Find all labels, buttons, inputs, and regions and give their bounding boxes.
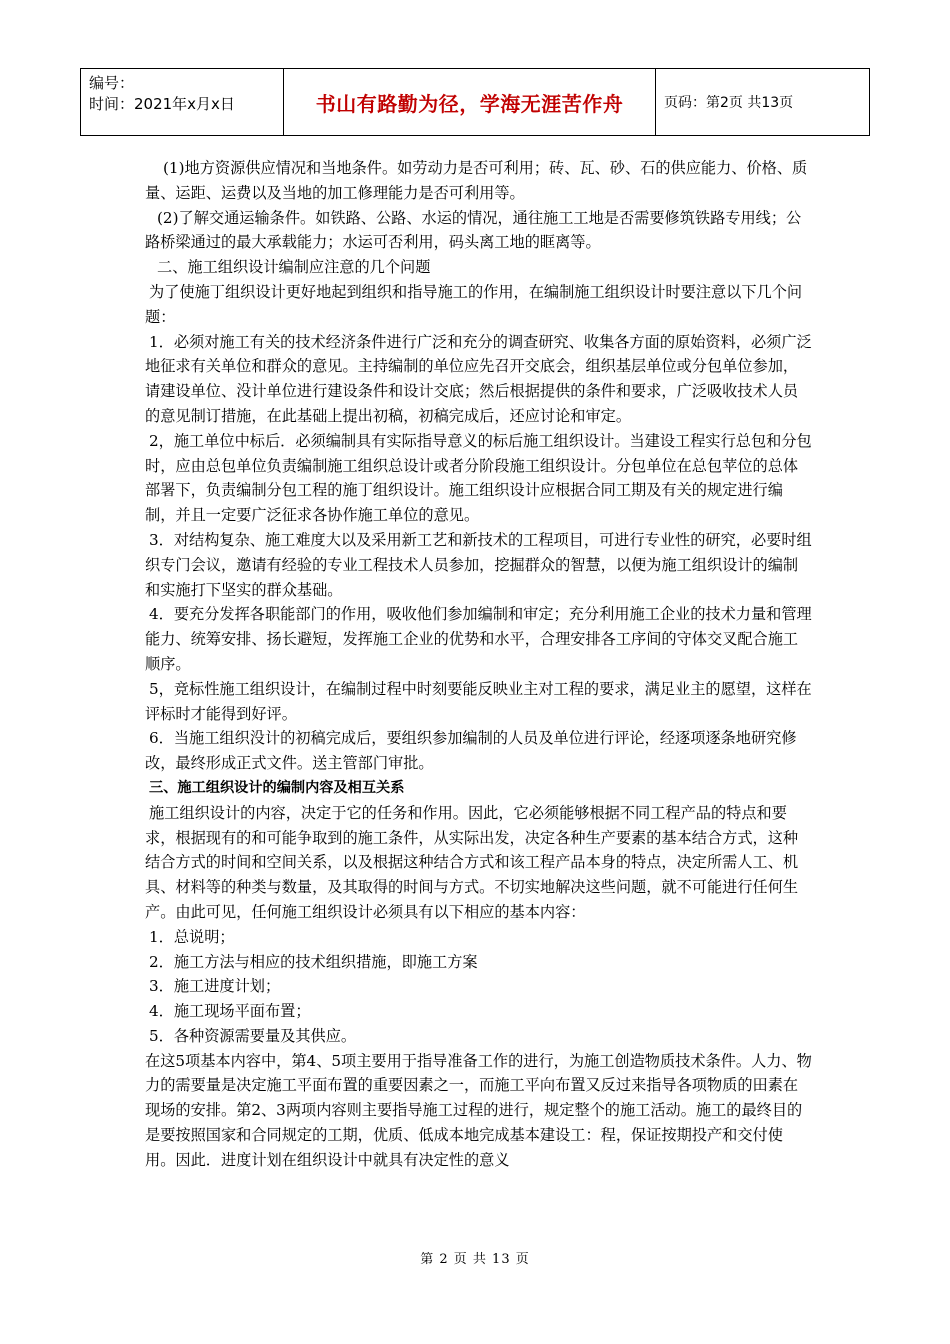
paragraph: 在这5项基本内容中，第4、5项主要用于指导准备工作的进行，为施工创造物质技术条件。人力、物力的需要量是决定施工平面布置的重要因素之一，而施工平向布置又反过来指导各项物质的田素在现场的安排。第2、3两项内容则主要指导施工过程的进行，规定整个的施工活动。施工的最终目的是要按照国家和合同规定的工期，优质、低成本地完成基本建设工：程，保证按期投产和交付使用。因此．进度计划在组织设计中就具有决定性的意义 <box>145 1051 812 1169</box>
document-number-label: 编号： <box>89 74 135 92</box>
section-heading-bold: 三、施工组织设计的编制内容及相互关系 <box>149 779 405 796</box>
list-item: 5，竞标性施工组织设计，在编制过程中时刻要能反映业主对工程的要求，满足业主的愿望，这样在评标时才能得到好评。 <box>145 679 812 723</box>
header-info <box>81 69 284 135</box>
list-item: 3．对结构复杂、施工难度大以及采用新工艺和新技术的工程项目，可进行专业性的研究，必要时组织专门会议，邀请有经验的专业工程技术人员参加，挖掘群众的智慧，以便为施工组织设计的编制和实施打下坚实的群众基础。 <box>145 530 812 599</box>
list-item: 2，施工单位中标后．必须编制具有实际指导意义的标后施工组织设计。当建设工程实行总包和分包时，应由总包单位负责编制施工组织总设计或者分阶段施工组织设计。分包单位在总包苹位的总体部署下，负责编制分包工程的施丁组织设计。施工组织设计应根据合同工期及有关的规定进行编制，并且一定要广泛征求各协作施工单位的意见。 <box>145 431 812 525</box>
header-page-info: 页码：第2页 共13页 <box>664 95 794 111</box>
list-item: 3．施工进度计划； <box>149 977 281 996</box>
paragraph: 施工组织设计的内容，决定于它的任务和作用。因此，它必须能够根据不同工程产品的特点和要求，根据现有的和可能争取到的施工条件，从实际出发，决定各种生产要素的基本结合方式，这种结合方式的时间和空间关系，以及根据这种结合方式和该工程产品本身的特点，决定所需人工、机具、材料等的种类与数量，及其取得的时间与方式。不切实地解决这些问题，就不可能进行任何生产。由此可见，任何施工组织设计必须具有以下相应的基本内容： <box>145 803 799 921</box>
section-heading: 二、施工组织设计编制应注意的几个问题 <box>157 258 431 277</box>
paragraph: (2)了解交通运输条件。如铁路、公路、水运的情况，通往施工工地是否需要修筑铁路专用线；公路桥梁通过的最大承载能力；水运可否利用，码头离工地的眶离等。 <box>145 208 802 252</box>
list-item: 1．必须对施工有关的技术经济条件进行广泛和充分的调查研究、收集各方面的原始资料，必须广泛地征求有关单位和群众的意见。主持编制的单位应先召开交底会，组织基层单位或分包单位参加，请建设单位、没计单位进行建设条件和设计交底；然后根据提供的条件和要求，广泛吸收技术人员的意见制订措施，在此基础上提出初稿，初稿完成后，还应讨论和审定。 <box>145 332 812 425</box>
list-item: 1．总说明； <box>149 927 235 946</box>
list-item: 4．要充分发挥各职能部门的作用，吸收他们参加编制和审定；充分利用施工企业的技术力量和管理能力、统筹安排、扬长避短，发挥施工企业的优势和水平，合理安排各工序间的守体交叉配合施工顺序。 <box>145 605 812 673</box>
document-body <box>145 156 813 1173</box>
list-item: 5．各种资源需要量及其供应。 <box>149 1026 357 1045</box>
list-item: 6．当施工组织没计的初稿完成后，要组织参加编制的人员及单位进行评论，经逐项逐条地研究修改，最终形成正式文件。送主管部门审批。 <box>145 729 797 773</box>
header-motto: 书山有路勤为径，学海无涯苦作舟 <box>284 69 656 135</box>
list-item: 2．施工方法与相应的技术组织措施，即施工方案 <box>149 952 478 971</box>
page-header <box>80 68 870 136</box>
paragraph: 为了使施丁组织设计更好地起到组织和指导施工的作用，在编制施工组织设计时要注意以下几个问题： <box>145 282 803 326</box>
paragraph: (1)地方资源供应情况和当地条件。如劳动力是否可利用；砖、瓦、砂、石的供应能力、价格、质量、运距、运费以及当地的加工修理能力是否可利用等。 <box>145 159 808 202</box>
page-footer: 第 2 页 共 13 页 <box>420 1252 530 1267</box>
list-item: 4．施工现场平面布置； <box>149 1002 311 1021</box>
document-time-label: 时间：2021年x月x日 <box>89 95 235 113</box>
